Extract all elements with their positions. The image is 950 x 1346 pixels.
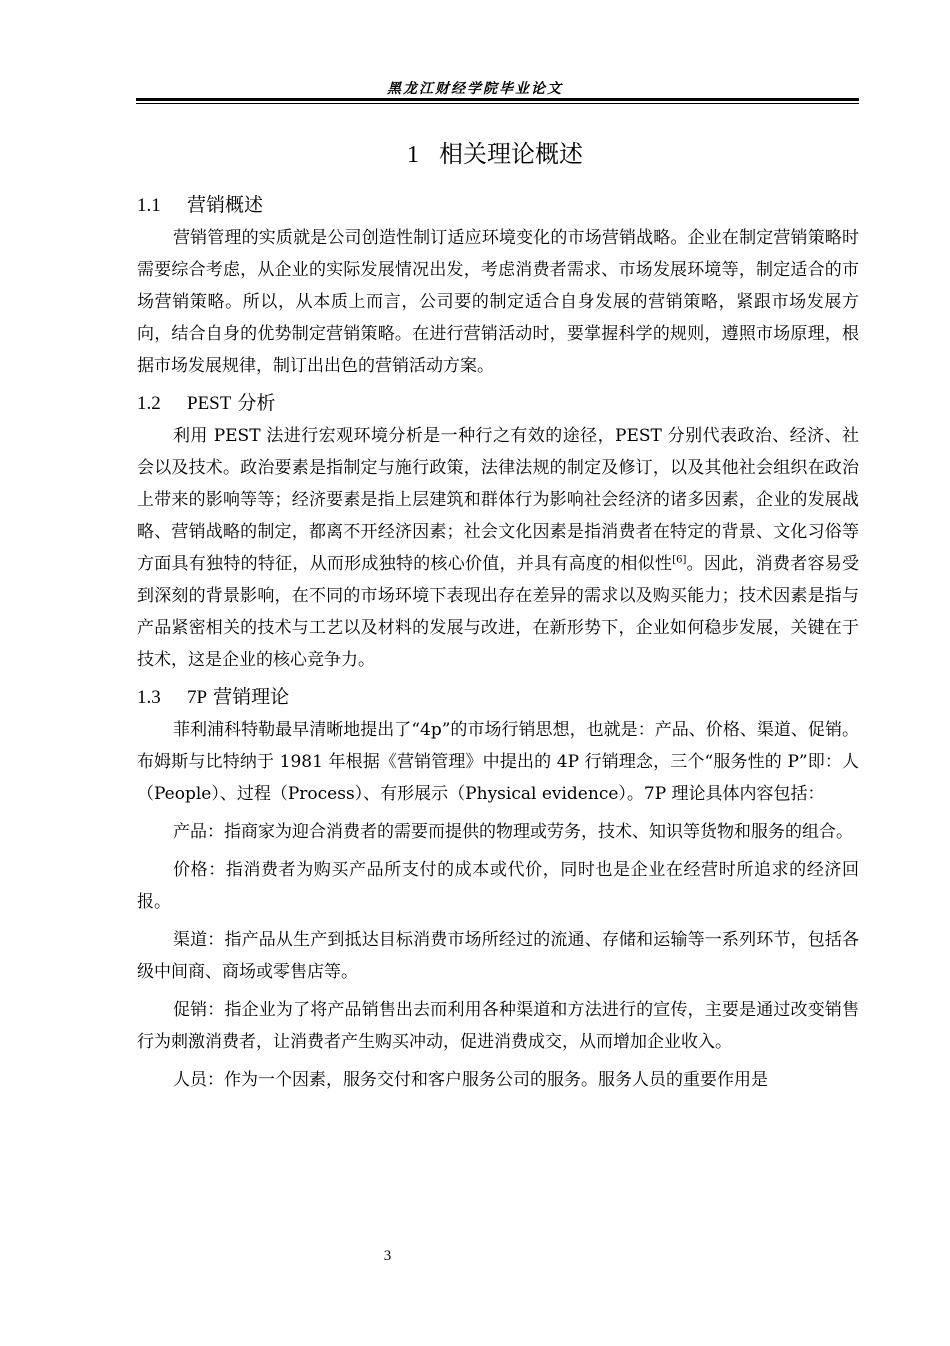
chapter-title: 相关理论概述 — [439, 140, 583, 168]
paragraph: 产品：指商家为迎合消费者的需要而提供的物理或劳务，技术、知识等货物和服务的组合。 — [173, 822, 853, 842]
header-rule-thick — [136, 98, 859, 101]
section-number: 1.2 — [137, 393, 161, 414]
page-number: 3 — [383, 1248, 392, 1264]
paragraph: 渠道：指产品从生产到抵达目标消费市场所经过的流通、存储和运输等一系列环节，包括各级中间商、商场或零售店等。 — [137, 930, 859, 982]
section-heading-1-1 — [137, 190, 859, 221]
paragraph — [137, 420, 859, 676]
paragraph: 营销管理的实质就是公司创造性制订适应环境变化的市场营销战略。企业在制定营销策略时需要综合考虑，从企业的实际发展情况出发，考虑消费者需求、市场发展环境等，制定适合的市场营销策略。所以，从本质上而言，公司要的制定适合自身发展的营销策略，紧跟市场发展方向，结合自身的优势制定营销策略。在进行营销活动时，要掌握科学的规则，遵照市场原理，根据市场发展规律，制订出出色的营销活动方案。 — [137, 228, 859, 376]
paragraph: 促销：指企业为了将产品销售出去而利用各种渠道和方法进行的宣传，主要是通过改变销售行为刺激消费者，让消费者产生购买冲动，促进消费成交，从而增加企业收入。 — [137, 1000, 859, 1052]
section-title: 分析 — [237, 392, 276, 414]
paragraph-text: 。因此，消费者容易受到深刻的背景影响，在不同的市场环境下表现出存在差异的需求以及购买能力；技术因素是指与产品紧密相关的技术与工艺以及材料的发展与改进，在新形势下，企业如何稳步发展，关键在于技术，这是企业的核心竞争力。 — [137, 554, 859, 670]
body-content — [137, 190, 859, 1102]
section-title: 营销概述 — [187, 194, 264, 216]
page-header-title: 黑龙江财经学院毕业论文 — [387, 81, 563, 97]
section-heading-1-3 — [137, 682, 859, 713]
section-number: 1.3 — [137, 687, 161, 708]
section-title: 营销理论 — [213, 686, 290, 708]
paragraph: 菲利浦科特勒最早清晰地提出了“4p”的市场行销思想，也就是：产品、价格、渠道、促销。布姆斯与比特纳于 1981 年根据《营销管理》中提出的 4P 行销理念，三个“服务性的 P”即：人（People）、过程（Process）、有形展示（Physical evidence）。7P 理论具体内容包括： — [137, 720, 859, 804]
paragraph: 价格：指消费者为购买产品所支付的成本或代价，同时也是企业在经营时所追求的经济回报。 — [137, 860, 859, 912]
section-title-latin: 7P — [187, 687, 208, 708]
header-rule-thin — [136, 103, 859, 104]
section-number: 1.1 — [137, 195, 161, 216]
paragraph-text: 利用 PEST 法进行宏观环境分析是一种行之有效的途径，PEST 分别代表政治、经济、社会以及技术。政治要素是指制定与施行政策，法律法规的制定及修订，以及其他社会组织在政治上带来的影响等等；经济要素是指上层建筑和群体行为影响社会经济的诸多因素，企业的发展战略、营销战略的制定，都离不开经济因素；社会文化因素是指消费者在特定的背景、文化习俗等方面具有独特的特征，从而形成独特的核心价值，并具有高度的相似性 — [137, 426, 859, 574]
paragraph: 人员：作为一个因素，服务交付和客户服务公司的服务。服务人员的重要作用是 — [173, 1070, 768, 1090]
citation-ref: [6] — [672, 554, 687, 566]
section-title-latin: PEST — [187, 393, 232, 414]
chapter-number: 1 — [407, 142, 419, 168]
section-heading-1-2 — [137, 388, 859, 419]
chapter-heading — [0, 134, 950, 169]
